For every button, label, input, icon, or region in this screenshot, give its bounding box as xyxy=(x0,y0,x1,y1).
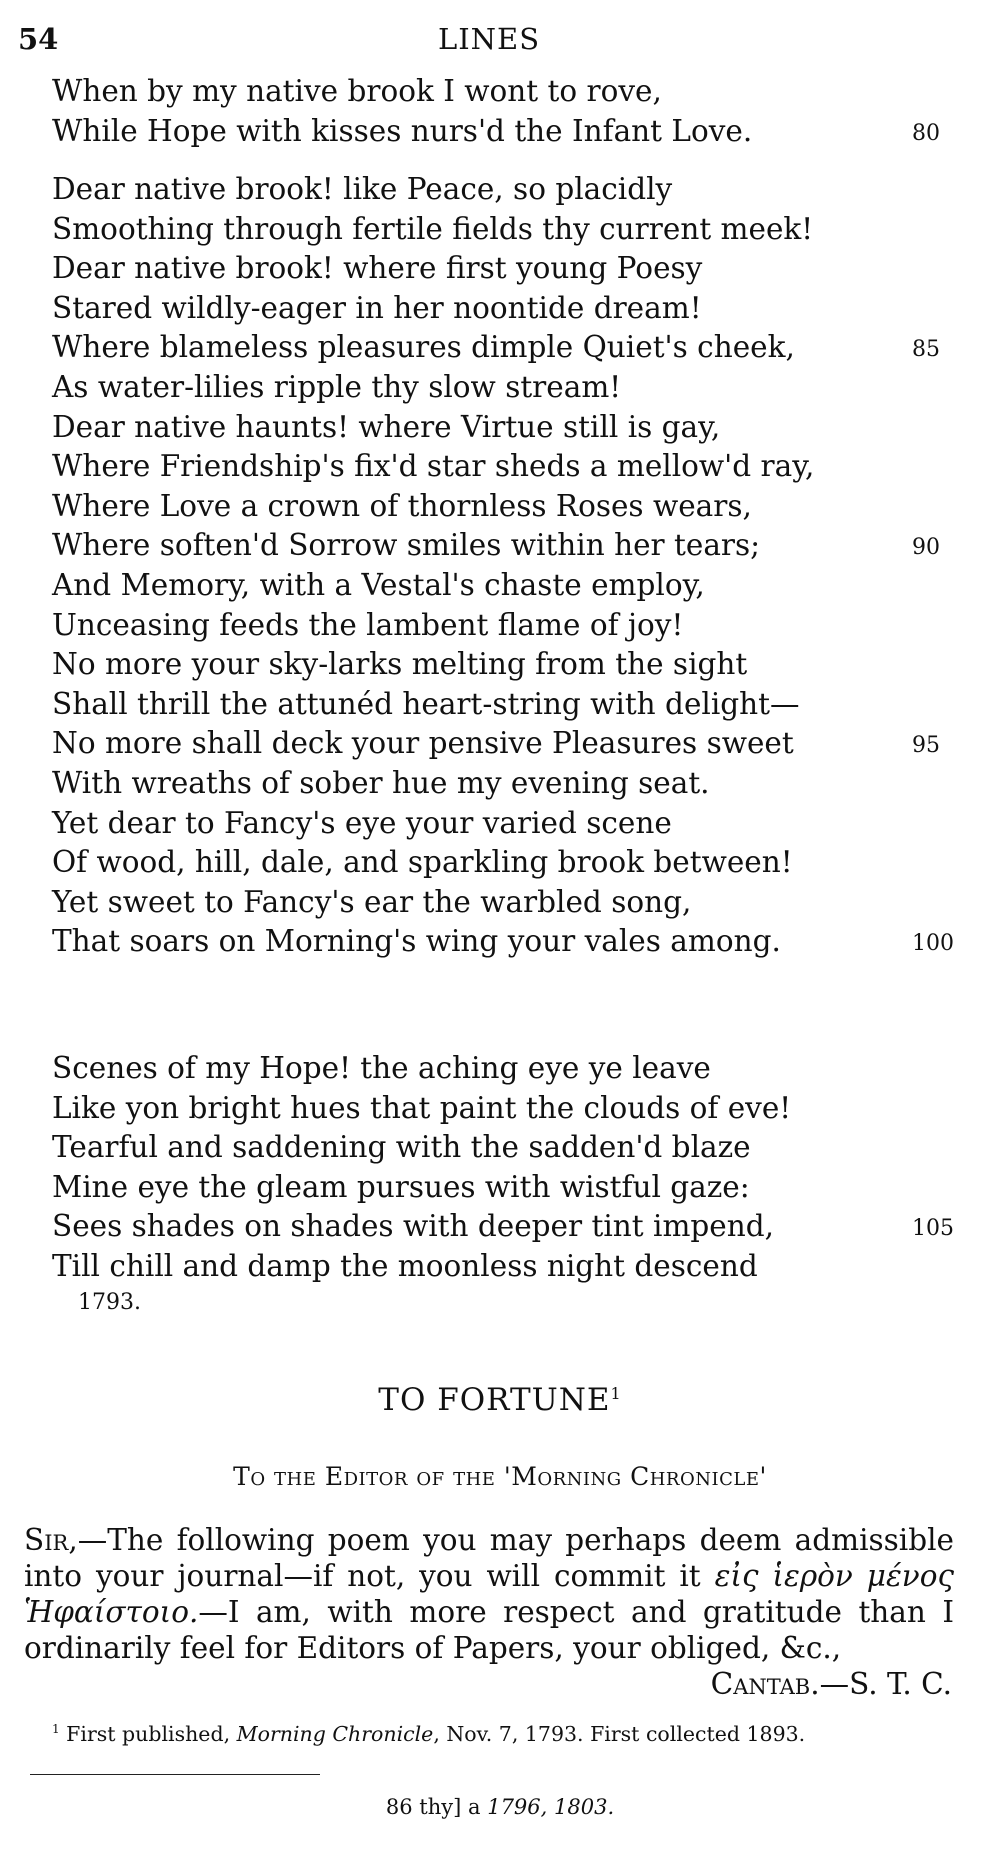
verse-line: No more shall deck your pensive Pleasures sweet 95 xyxy=(52,724,952,764)
poem-title: TO FORTUNE$^1$ xyxy=(378,1382,622,1418)
stanza-2 xyxy=(52,170,952,962)
footnote-rule xyxy=(30,1774,320,1775)
line-number: 90 xyxy=(912,535,940,561)
verse-line: While Hope with kisses nurs'd the Infant Love. 80 xyxy=(52,112,952,152)
editor-letter xyxy=(24,1522,954,1666)
footnote: $^1$ First published, Morning Chronicle, Nov. 7, 1793. First collected 1893. xyxy=(52,1722,806,1746)
verse-line: Where soften'd Sorrow smiles within her tears; 90 xyxy=(52,526,952,566)
line-number: 80 xyxy=(912,120,940,146)
verse-line: As water-lilies ripple thy slow stream! xyxy=(52,369,622,404)
verse-line: Dear native brook! like Peace, so placidly xyxy=(52,172,673,206)
verse-line: That soars on Morning's wing your vales among. 100 xyxy=(52,922,952,962)
verse-line: Sees shades on shades with deeper tint impend, 105 xyxy=(52,1207,952,1247)
footnote-source: Morning Chronicle xyxy=(236,1722,434,1746)
verse-line: Unceasing feeds the lambent flame of joy! xyxy=(52,607,684,642)
letter-body-2: —I am, with more respect and gratitude than I ordinarily feel for Editors of Papers, your obliged, &c., xyxy=(24,1595,954,1665)
greek-phrase: εἰς ἱερὸν μένος Ἡφαίστοιο. xyxy=(24,1559,954,1629)
verse-line: Shall thrill the attunéd heart-string with delight— xyxy=(52,686,800,721)
poem-subtitle: To the Editor of the 'Morning Chronicle' xyxy=(233,1462,767,1491)
page-number: 54 xyxy=(18,22,59,56)
verse-line: Dear native haunts! where Virtue still is gay, xyxy=(52,409,721,444)
line-number: 105 xyxy=(912,1216,954,1242)
verse-line: Tearful and saddening with the sadden'd blaze xyxy=(52,1130,751,1165)
poem-date: 1793. xyxy=(78,1290,141,1315)
stanza-1 xyxy=(52,72,952,151)
verse-line: Stared wildly-eager in her noontide dream! xyxy=(52,290,702,325)
verse-line: Smoothing through fertile fields thy current meek! xyxy=(52,211,814,246)
line-number: 95 xyxy=(912,733,940,759)
verse-line: Where Love a crown of thornless Roses wears, xyxy=(52,488,752,523)
footnote-number: 1 xyxy=(52,1722,60,1736)
line-number: 100 xyxy=(912,931,954,957)
stanza-3 xyxy=(52,1049,952,1287)
page-header xyxy=(18,22,960,62)
verse-line: When by my native brook I wont to rove, xyxy=(52,74,662,108)
verse-line: Till chill and damp the moonless night descend xyxy=(52,1248,758,1283)
verse-line: Where blameless pleasures dimple Quiet's cheek, 85 xyxy=(52,328,952,368)
verse-line: Mine eye the gleam pursues with wistful gaze: xyxy=(52,1169,750,1204)
line-number: 85 xyxy=(912,337,940,363)
verse-line: No more your sky-larks melting from the sight xyxy=(52,647,748,682)
variant-note: 86 thy] a 1796, 1803. xyxy=(385,1795,615,1819)
verse-line: Scenes of my Hope! the aching eye ye leave xyxy=(52,1051,711,1085)
signature: Cantab.—S. T. C. xyxy=(710,1667,952,1701)
letter-body-1: —The following poem you may perhaps deem admissible into your journal—if not, you will commit it xyxy=(24,1523,954,1593)
footnote-marker: 1 xyxy=(610,1384,622,1403)
verse-line: Where Friendship's fix'd star sheds a mellow'd ray, xyxy=(52,449,815,484)
verse-line: Yet sweet to Fancy's ear the warbled song, xyxy=(52,884,692,919)
running-title: LINES xyxy=(437,22,541,56)
verse-line: Like yon bright hues that paint the clouds of eve! xyxy=(52,1090,792,1125)
verse-line: Dear native brook! where first young Poesy xyxy=(52,251,703,286)
verse-line: Yet dear to Fancy's eye your varied scene xyxy=(52,805,672,840)
verse-line: With wreaths of sober hue my evening seat. xyxy=(52,765,710,800)
verse-line: Of wood, hill, dale, and sparkling brook between! xyxy=(52,845,793,880)
salutation: Sir, xyxy=(24,1523,78,1557)
verse-line: And Memory, with a Vestal's chaste employ, xyxy=(52,567,705,602)
